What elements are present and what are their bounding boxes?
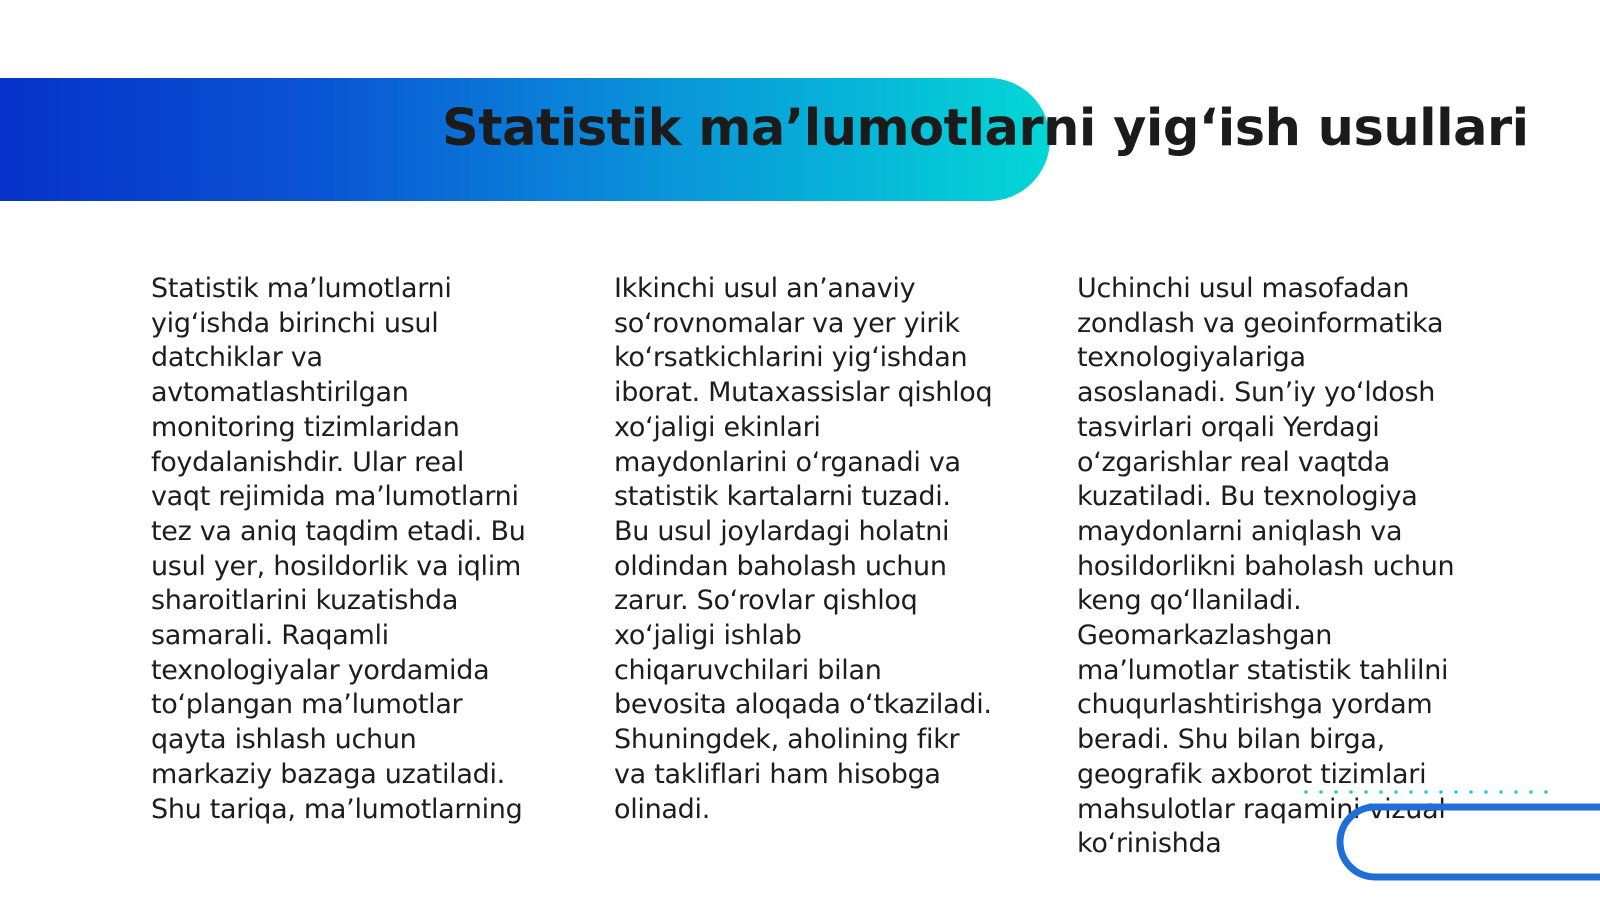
text-column-2: Ikkinchi usul an’anaviy so‘rovnomalar va yer yirik ko‘rsatkichlarini yig‘ishdan iborat. Mutaxassislar qishloq xo‘jaligi ekinlari maydonlarini o‘rganadi va statistik kartalarni tuzadi. Bu usul joylardagi holatni oldindan baholash uchun zarur. So‘rovlar qishloq xo‘jaligi ishlab chiqaruvchilari bilan bevosita aloqada o‘tkaziladi. Shuningdek, aholining fikr va takliflari ham hisobga olinadi. xyxy=(614,273,993,825)
decorative-line-graphic xyxy=(1300,790,1600,900)
decorative-curve xyxy=(1340,807,1600,877)
text-column-3: Uchinchi usul masofadan zondlash va geoinformatika texnologiyalariga asoslanadi. Sun’iy yo‘ldosh tasvirlari orqali Yerdagi o‘zgarishlar real vaqtda kuzatiladi. Bu texnologiya maydonlarni aniqlash va hosildorlikni baholash uchun keng qo‘llaniladi. Geomarkazlashgan ma’lumotlar statistik tahlilni chuqurlashtirishga yordam beradi. Shu bilan birga, geografik axborot tizimlari mahsulotlar raqamini vizual ko‘rinishda xyxy=(1077,273,1455,860)
decorative-dots xyxy=(1304,790,1548,794)
slide-title: Statistik ma’lumotlarni yig‘ish usullari xyxy=(442,99,1529,158)
text-column-1: Statistik ma’lumotlarni yig‘ishda birinchi usul datchiklar va avtomatlashtirilgan monitoring tizimlaridan foydalanishdir. Ular real vaqt rejimida ma’lumotlarni tez va aniq taqdim etadi. Bu usul yer, hosildorlik va iqlim sharoitlarini kuzatishda samarali. Raqamli texnologiyalar yordamida to‘plangan ma’lumotlar qayta ishlash uchun markaziy bazaga uzatiladi. Shu tariqa, ma’lumotlarning xyxy=(151,273,526,825)
